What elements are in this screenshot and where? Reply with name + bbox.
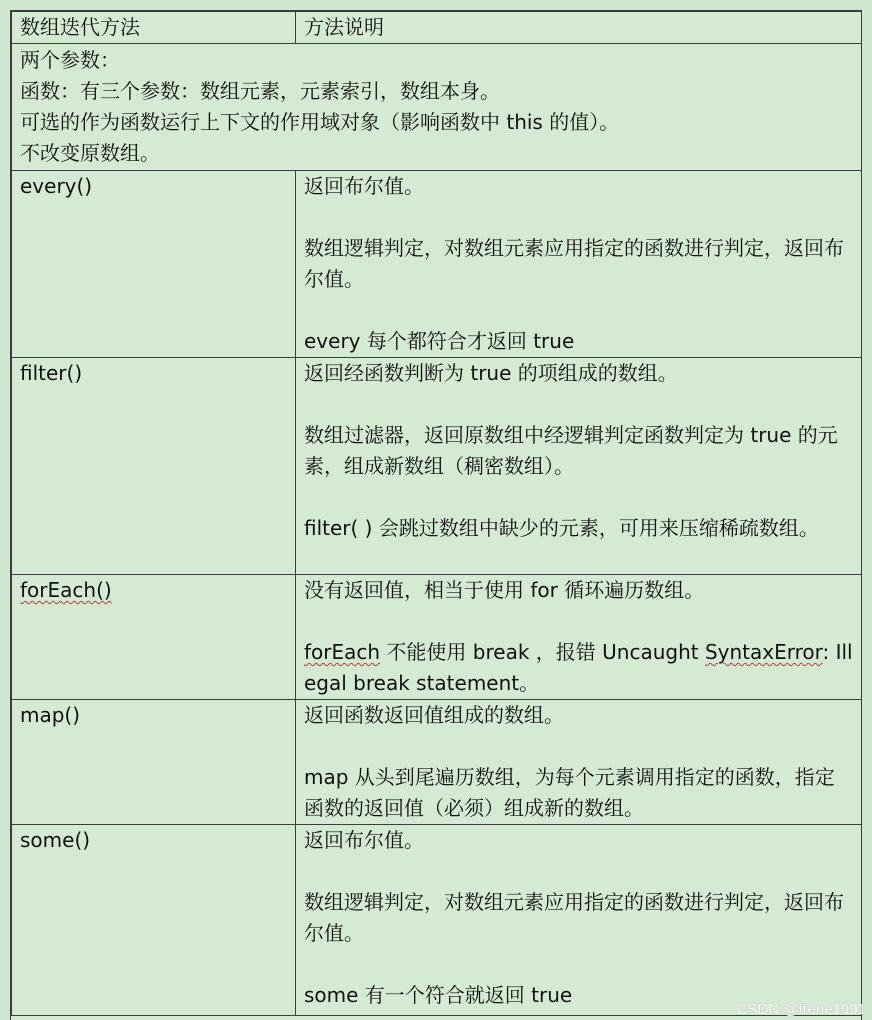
spellcheck-word: SyntaxError bbox=[704, 640, 823, 664]
method-description-cell bbox=[296, 700, 862, 825]
params-line-2: 函数：有三个参数：数组元素，元素索引，数组本身。 bbox=[20, 79, 500, 103]
description-line: 返回布尔值。 bbox=[304, 174, 424, 198]
method-name: every() bbox=[20, 174, 93, 198]
params-row bbox=[12, 44, 862, 171]
method-name: map() bbox=[20, 703, 81, 727]
paragraph-gap bbox=[304, 389, 853, 420]
description-note: every 每个都符合才返回 true bbox=[304, 329, 575, 353]
array-iteration-table bbox=[11, 11, 862, 1016]
params-line-1: 两个参数： bbox=[20, 48, 120, 72]
params-line-3: 可选的作为函数运行上下文的作用域对象（影响函数中 this 的值）。 bbox=[20, 110, 620, 134]
description-paragraph: 数组过滤器，返回原数组中经逻辑判定函数判定为 true 的元素，组成新数组（稠密数组）。 bbox=[304, 423, 838, 478]
description-paragraph: 数组逻辑判定，对数组元素应用指定的函数进行判定，返回布尔值。 bbox=[304, 890, 844, 945]
method-name: filter() bbox=[20, 361, 83, 385]
params-cell bbox=[12, 44, 862, 171]
description-line: 返回函数返回值组成的数组。 bbox=[304, 703, 564, 727]
method-description-cell bbox=[296, 171, 862, 358]
table-row bbox=[12, 171, 862, 358]
params-line-4: 不改变原数组。 bbox=[20, 141, 160, 165]
description-text: 不能使用 break ，报错 Uncaught bbox=[380, 640, 705, 664]
description-line: 返回经函数判断为 true 的项组成的数组。 bbox=[304, 361, 678, 385]
description-note: filter( ) 会跳过数组中缺少的元素，可用来压缩稀疏数组。 bbox=[304, 516, 819, 540]
method-name: some() bbox=[20, 828, 91, 852]
paragraph-gap bbox=[304, 295, 853, 326]
table-row bbox=[12, 825, 862, 1016]
paragraph-gap bbox=[304, 856, 853, 887]
method-description-cell bbox=[296, 358, 862, 575]
watermark: CSDN @Irene1991 bbox=[736, 1001, 866, 1018]
paragraph-gap bbox=[304, 202, 853, 233]
method-name-cell bbox=[12, 358, 296, 575]
paragraph-gap bbox=[304, 482, 853, 513]
method-name-cell bbox=[12, 171, 296, 358]
method-table-sheet bbox=[10, 10, 862, 1020]
method-description-cell bbox=[296, 575, 862, 700]
table-row bbox=[12, 575, 862, 700]
description-line: 没有返回值，相当于使用 for 循环遍历数组。 bbox=[304, 578, 705, 602]
description-paragraph: 数组逻辑判定，对数组元素应用指定的函数进行判定，返回布尔值。 bbox=[304, 236, 844, 291]
method-name-cell bbox=[12, 575, 296, 700]
paragraph-gap bbox=[304, 606, 853, 637]
description-paragraph: map 从头到尾遍历数组，为每个元素调用指定的函数，指定函数的返回值（必须）组成新的数组。 bbox=[304, 765, 835, 820]
table-header-row bbox=[12, 12, 862, 44]
header-method-column: 数组迭代方法 bbox=[12, 12, 296, 44]
description-text: : Illegal break statement。 bbox=[304, 640, 853, 695]
method-name: forEach() bbox=[20, 578, 112, 602]
paragraph-gap bbox=[304, 731, 853, 762]
method-description-cell bbox=[296, 825, 862, 1016]
description-line: 返回布尔值。 bbox=[304, 828, 424, 852]
method-name-cell bbox=[12, 825, 296, 1016]
description-note: some 有一个符合就返回 true bbox=[304, 983, 573, 1007]
spellcheck-word: forEach bbox=[304, 640, 381, 664]
table-row bbox=[12, 358, 862, 575]
method-name-cell bbox=[12, 700, 296, 825]
header-description-column: 方法说明 bbox=[296, 12, 862, 44]
table-row bbox=[12, 700, 862, 825]
paragraph-gap bbox=[304, 949, 853, 980]
description-paragraph bbox=[304, 637, 853, 699]
